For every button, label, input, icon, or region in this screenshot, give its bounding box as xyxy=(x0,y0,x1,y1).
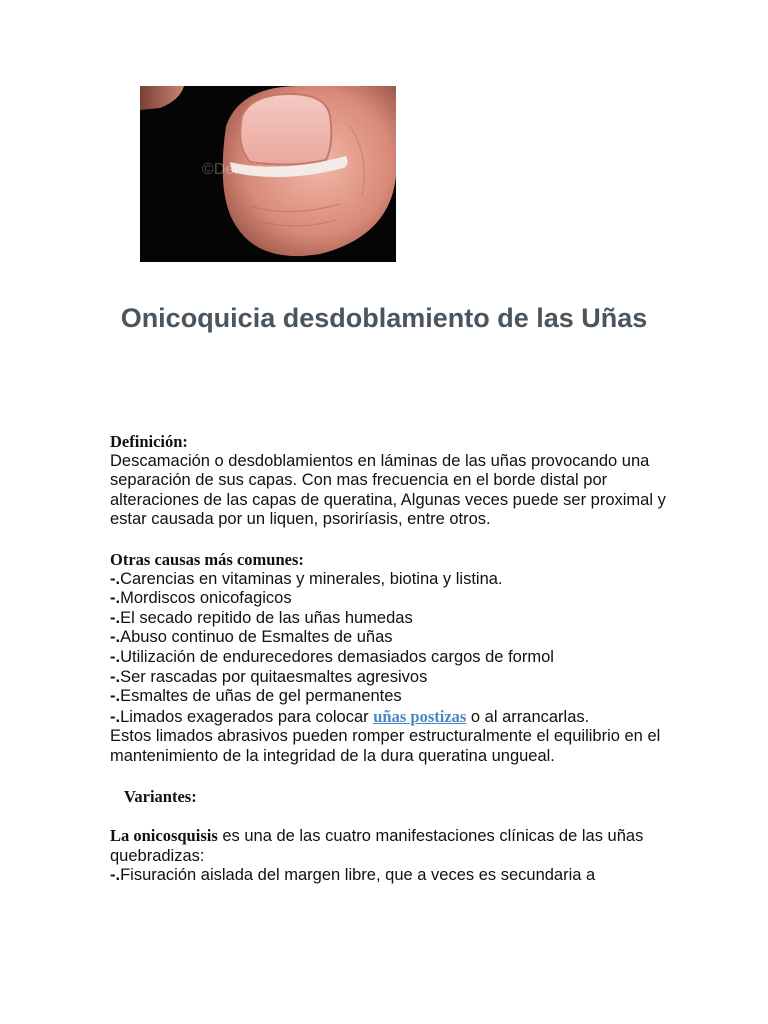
list-item: -.Ser rascadas por quitaesmaltes agresivos xyxy=(110,667,428,686)
list-item: -.Mordiscos onicofagicos xyxy=(110,589,292,608)
causes-list xyxy=(110,570,670,767)
unas-postizas-link[interactable]: uñas postizas xyxy=(373,706,467,726)
list-item: -.Carencias en vitaminas y minerales, biotina y listina. xyxy=(110,569,503,588)
list-item: -.El secado repitido de las uñas humedas xyxy=(110,608,413,627)
article-body xyxy=(110,432,670,886)
photo-watermark: ©Dermis.com xyxy=(202,161,300,178)
page-title: Onicoquicia desdoblamiento de las Uñas xyxy=(120,303,648,333)
nail-photo xyxy=(140,86,396,262)
variants-intro: La onicosquisis es una de las cuatro manifestaciones clínicas de las uñas quebradizas: xyxy=(110,826,644,865)
variants-heading: Variantes: xyxy=(124,786,197,806)
list-item: -.Esmaltes de uñas de gel permanentes xyxy=(110,687,402,706)
thumb-nail-illustration xyxy=(140,86,396,262)
definition-heading: Definición: xyxy=(110,432,188,451)
list-item: -.Utilización de endurecedores demasiados cargos de formol xyxy=(110,647,554,666)
definition-text: Descamación o desdoblamientos en láminas de las uñas provocando una separación de sus capas. Con mas frecuencia en el borde distal por alteraciones de las capas de queratina, Algunas veces puede ser proximal y estar causada por un liquen, psoriríasis, entre otros. xyxy=(110,451,666,529)
list-item: -.Fisuración aislada del margen libre, que a veces es secundaria a xyxy=(110,866,596,885)
causes-closing-text: Estos limados abrasivos pueden romper estructuralmente el equilibrio en el mantenimiento de la integridad de la dura queratina ungueal. xyxy=(110,727,661,765)
causes-heading: Otras causas más comunes: xyxy=(110,549,304,569)
list-item: -.Abuso continuo de Esmaltes de uñas xyxy=(110,628,393,647)
list-item: -.Limados exagerados para colocar uñas postizas o al arrancarlas. xyxy=(110,706,590,726)
